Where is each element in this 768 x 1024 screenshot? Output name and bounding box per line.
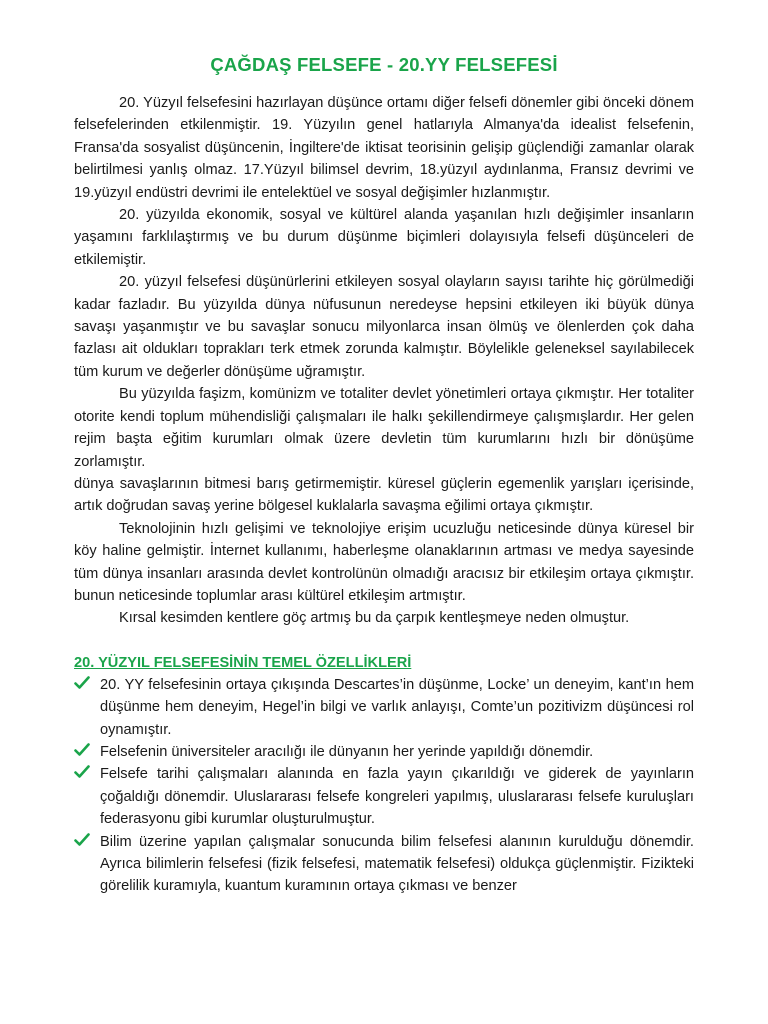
paragraph-7: Kırsal kesimden kentlere göç artmış bu da çarpık kentleşmeye neden olmuştur.: [119, 610, 630, 627]
list-item: [74, 763, 694, 830]
paragraph-4: Bu yüzyılda faşizm, komünizm ve totaliter devlet yönetimleri ortaya çıkmıştır. Her totaliter otorite kendi toplum mühendisliği çalışmaları ile halkı şekillendirmeye çalışmışlardır. Her gelen rejim başta eğitim kurumları olmak üzere devletin tüm kurumlarını hızlı bir dönüşüme zorlamıştır.: [74, 386, 694, 470]
list-item: [74, 831, 694, 898]
list-item: [74, 674, 694, 741]
checkmark-icon: [74, 742, 90, 758]
paragraph-6: Teknolojinin hızlı gelişimi ve teknolojiye erişim ucuzluğu neticesinde dünya küresel bir köy haline gelmiştir. İnternet kullanımı, haberleşme olanaklarının artması ve medya sayesinde tüm dünya insanları arasında devlet kontrolünün olmadığı aracısız bir etkileşim ortaya çıkmıştır. bunun neticesinde toplumlar arası kültürel etkileşim artmıştır.: [74, 520, 694, 604]
checkmark-icon: [74, 764, 90, 780]
paragraph-1: 20. Yüzyıl felsefesini hazırlayan düşünce ortamı diğer felsefi dönemler gibi önceki dönem felsefelerinden etkilenmiştir. 19. Yüzyılın genel hatlarıyla Almanya'da idealist felsefenin, Fransa'da sosyalist düşüncenin, İngiltere'de iktisat teorisinin gelişip güçlendiği zamanlar olarak belirtilmesi yanlış olmaz. 17.Yüzyıl bilimsel devrim, 18.yüzyıl aydınlanma, Fransız devrimi ve 19.yüzyıl endüstri devrimi ile entelektüel ve sosyal değişimler hızlanmıştır.: [74, 95, 694, 201]
paragraph-5: dünya savaşlarının bitmesi barış getirmemiştir. küresel güçlerin egemenlik yarışları içerisinde, artık doğrudan savaş yerine bölgesel kuklalarla savaşma eğilimi ortaya çıkmıştır.: [74, 475, 694, 515]
paragraph-2: 20. yüzyılda ekonomik, sosyal ve kültürel alanda yaşanılan hızlı değişimler insanların yaşamını farklılaştırmış ve bu durum düşünme biçimleri dolayısıyla felsefi düşünceleri de etkilemiştir.: [74, 207, 694, 268]
feature-list: [74, 674, 694, 898]
document-page: [74, 52, 694, 898]
document-title: ÇAĞDAŞ FELSEFE - 20.YY FELSEFESİ: [210, 54, 558, 75]
section-heading: 20. YÜZYIL FELSEFESİNİN TEMEL ÖZELLİKLERİ: [74, 654, 412, 671]
paragraph-3: 20. yüzyıl felsefesi düşünürlerini etkileyen sosyal olayların sayısı tarihte hiç görülmediği kadar fazladır. Bu yüzyılda dünya nüfusunun neredeyse hepsini etkileyen iki büyük dünya savaşı yaşanmıştır ve bu savaşlar sonucu milyonlarca insan ölmüş ve ölenlerden çok daha fazlası ait oldukları toprakları terk etmek zorunda kalmıştır. Böylelikle geleneksel sayılabilecek tüm kurum ve değerler dönüşüme uğramıştır.: [74, 274, 694, 380]
list-item-text: Felsefenin üniversiteler aracılığı ile dünyanın her yerinde yapıldığı dönemdir.: [100, 743, 594, 760]
list-item-text: Bilim üzerine yapılan çalışmalar sonucunda bilim felsefesi alanının kurulduğu dönemdir. Ayrıca bilimlerin felsefesi (fizik felsefesi, matematik felsefesi) oldukça güçlenmiştir. Fizikteki görelilik kuramıyla, kuantum kuramının ortaya çıkması ve benzer: [100, 833, 694, 895]
checkmark-icon: [74, 675, 90, 691]
checkmark-icon: [74, 832, 90, 848]
list-item-text: 20. YY felsefesinin ortaya çıkışında Descartes’in düşünme, Locke’ un deneyim, kant’ın hem düşünme hem deneyim, Hegel’in bilgi ve varlık anlayışı, Comte’un pozitivizm düşüncesi rol oynamıştır.: [100, 676, 694, 738]
list-item: [74, 741, 694, 763]
list-item-text: Felsefe tarihi çalışmaları alanında en fazla yayın çıkarıldığı ve giderek de yayınların çoğaldığı dönemdir. Uluslararası felsefe kongreleri yapılmış, uluslararası felsefe kuruluşları federasyonu gibi kurumlar oluşturulmuştur.: [100, 766, 694, 828]
